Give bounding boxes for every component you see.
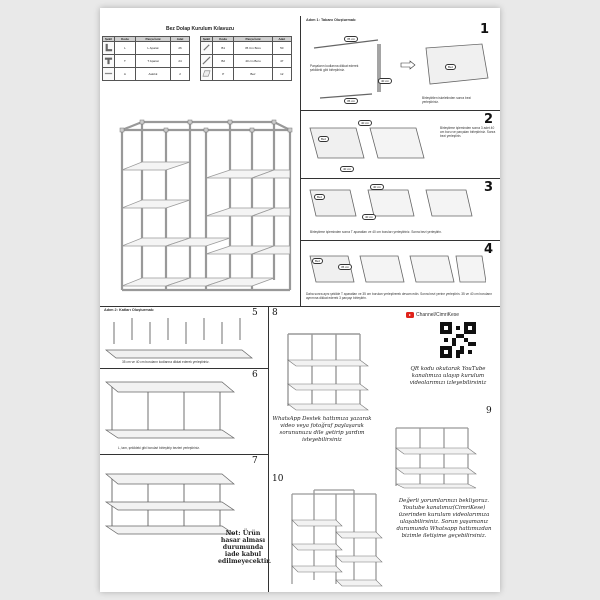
pipe-label: 40 cm [378,78,392,84]
table-row: T T Aparat 24 [103,55,190,68]
cloth-label: Bez [445,64,456,70]
step5-caption: 35 cm ve 40 cm boruların kodlarına dikkat ederek yerleştiriniz. [122,360,210,364]
l-connector-icon [103,42,115,55]
comments-support-text: Değerli yorumlarınızı bekliyoruz. Youtube kanalımız(CimriKese) üzerinden kurulum videolarımıza ulaşabilirsiniz. Sorun yaşamanız durumunda Whatsapp hattımızdan bizimle iletişime geçebilirsiniz. [396,498,492,539]
step3-diagram [306,182,476,228]
pipe-label: 35 cm [344,36,358,42]
step6-number: 6 [252,370,258,380]
step1-number: 1 [480,22,490,37]
instruction-sheet: Bez Dolap Kurulum Kılavuzu Şekil Kodu Parça İsmi Adet L L Aparat 26 T T Aparat 24 A Askılık 2 Şekil Kodu Parça İsmi Adet B1 35 Cm Boru 50 B2 40 cm Boru 47 P Bez 12 Adım 1: Tabanı Oluşturmak: 1 35 cm 35 cm 40 cm Parçaların kodlarına dikkat ederek şekildeki gibi birleştiriniz. Bez Birleştirilen iskeletinden sonra bezi yerleştiriniz. 2 Bez 40 cm 40 cm Birleştirme işleminden sonra 3 adet 40 cm boru ve parçaları birleştiriniz. Sonra bezi yerleştirin. 3 Bez 40 cm 40 cm Birleştirme işleminden sonra T aparatları ve 40 cm boruları yerleştiriniz. Sonra bezi yerleştirin. 4 Bez 35 cm Daha sonra aynı şekilde T aparatları ve 35 cm boruları yerleştirerek devam edin. Sonra bezi yerine yerleştirin. 35 ve 40 cm boruların ayrımına dikkat ederek 3 parçayı birleştirin. Adım 2: Katları Oluşturmak: 5 35 cm ve 40 cm boruların kodlarına dikkat ederek yerleştiriniz. 6 L, tam, şekildeki gibi borulari birleştirip bezleri yerleştiriniz. 7 Not: Ürün hasar alması durumunda iade kabul edilmeyecektir. 8 Channel/CimriKese QR kodu okutarak YouTube kanalımıza ulaşıp kurulum videolarımızı izleyebilirsiniz WhatsApp Destek hattımıza yazarak video veya fotoğraf paylaşarak sorununuzu dile getirip yardım isteyebilirsiniz 9 10 Değerli yorumlarınızı bekliyoruz. Youtube kanalımız(CimriKese) üzerinden kurulum videolarımıza ulaşabilirsiniz. Sorun yaşamanız durumunda Whatsapp hattımızdan bizimle iletişime geçebilirsiniz. [100,8,500,592]
col-code: Kodu [115,37,136,42]
pipe-35-icon [201,42,213,55]
step7-number: 7 [252,456,258,466]
table-row: B1 35 Cm Boru 50 [201,42,292,55]
step1-base-assembled [422,42,492,88]
step4-number: 4 [484,242,494,257]
step8-diagram [276,314,386,412]
step9-diagram [382,410,490,490]
step4-diagram [306,250,486,290]
parts-table-left [102,36,190,81]
whatsapp-support-text: WhatsApp Destek hattımıza yazarak video veya fotoğraf paylaşarak sorununuzu dile getirip yardım isteyebilirsiniz [272,416,372,443]
step4-caption: Daha sonra aynı şekilde T aparatları ve 35 cm boruları yerleştirerek devam edin. Sonra bezi yerine yerleştirin. 35 ve 40 cm boruların ayrımına dikkat ederek 3 parçayı birleştirin. [306,292,493,300]
col-shape: Şekil [103,37,115,42]
qr-code-icon[interactable] [440,322,476,358]
step1-heading: Adım 1: Tabanı Oluşturmak: [306,18,357,22]
wardrobe-illustration [102,118,298,304]
step2-number: 2 [484,112,494,127]
arrow-right-icon [400,60,416,70]
step5-number: 5 [252,308,258,318]
table-row: A Askılık 2 [103,68,190,81]
step5-diagram [102,314,262,362]
step3-number: 3 [484,180,494,195]
step10-diagram [278,480,388,590]
pipe-40-icon [201,55,213,68]
step9-number: 9 [486,406,492,416]
divider [300,16,301,306]
step3-caption: Birleştirme işleminden sonra T aparatları ve 40 cm boruları yerleştiriniz. Sonra bezi yerleştirin. [310,230,442,234]
hanger-rod-icon [103,68,115,81]
return-policy-note: Not: Ürün hasar alması durumunda iade kabul edilmeyecektir. [218,530,272,565]
step1-caption-b: Birleştirilen iskeletinden sonra bezi yerleştiriniz. [422,96,471,104]
cloth-panel-icon [201,68,213,81]
youtube-icon [406,312,414,318]
col-name: Parça İsmi [135,37,170,42]
step5-heading: Adım 2: Katları Oluşturmak: [104,308,155,312]
page-title: Bez Dolap Kurulum Kılavuzu [166,26,235,32]
table-row: P Bez 12 [201,68,292,81]
table-row: B2 40 cm Boru 47 [201,55,292,68]
step10-number: 10 [272,474,284,484]
step8-number: 8 [272,308,278,318]
table-row: L L Aparat 26 [103,42,190,55]
youtube-channel[interactable] [406,312,459,318]
col-qty: Adet [171,37,190,42]
pipe-label: 35 cm [344,98,358,104]
step2-caption: Birleştirme işleminden sonra 3 adet 40 cm boru ve parçaları birleştiriniz. Sonra bezi yerleştirin. [440,126,496,138]
step6-caption: L, tam, şekildeki gibi borulari birleştirip bezleri yerleştiriniz. [118,446,200,450]
t-connector-icon [103,55,115,68]
step1-caption: Parçaların kodlarına dikkat ederek şekildeki gibi birleştiriniz. [310,64,359,72]
step6-diagram [102,374,252,444]
step7-diagram [102,464,252,536]
parts-table-right: Şekil Kodu Parça İsmi Adet B1 35 Cm Boru 50 B2 40 cm Boru 47 P Bez 12 [200,36,292,81]
youtube-channel-label: Channel/CimriKese [416,312,460,318]
qr-instructions: QR kodu okutarak YouTube kanalımıza ulaşıp kurulum videolarımızı izleyebilirsiniz [409,366,487,386]
